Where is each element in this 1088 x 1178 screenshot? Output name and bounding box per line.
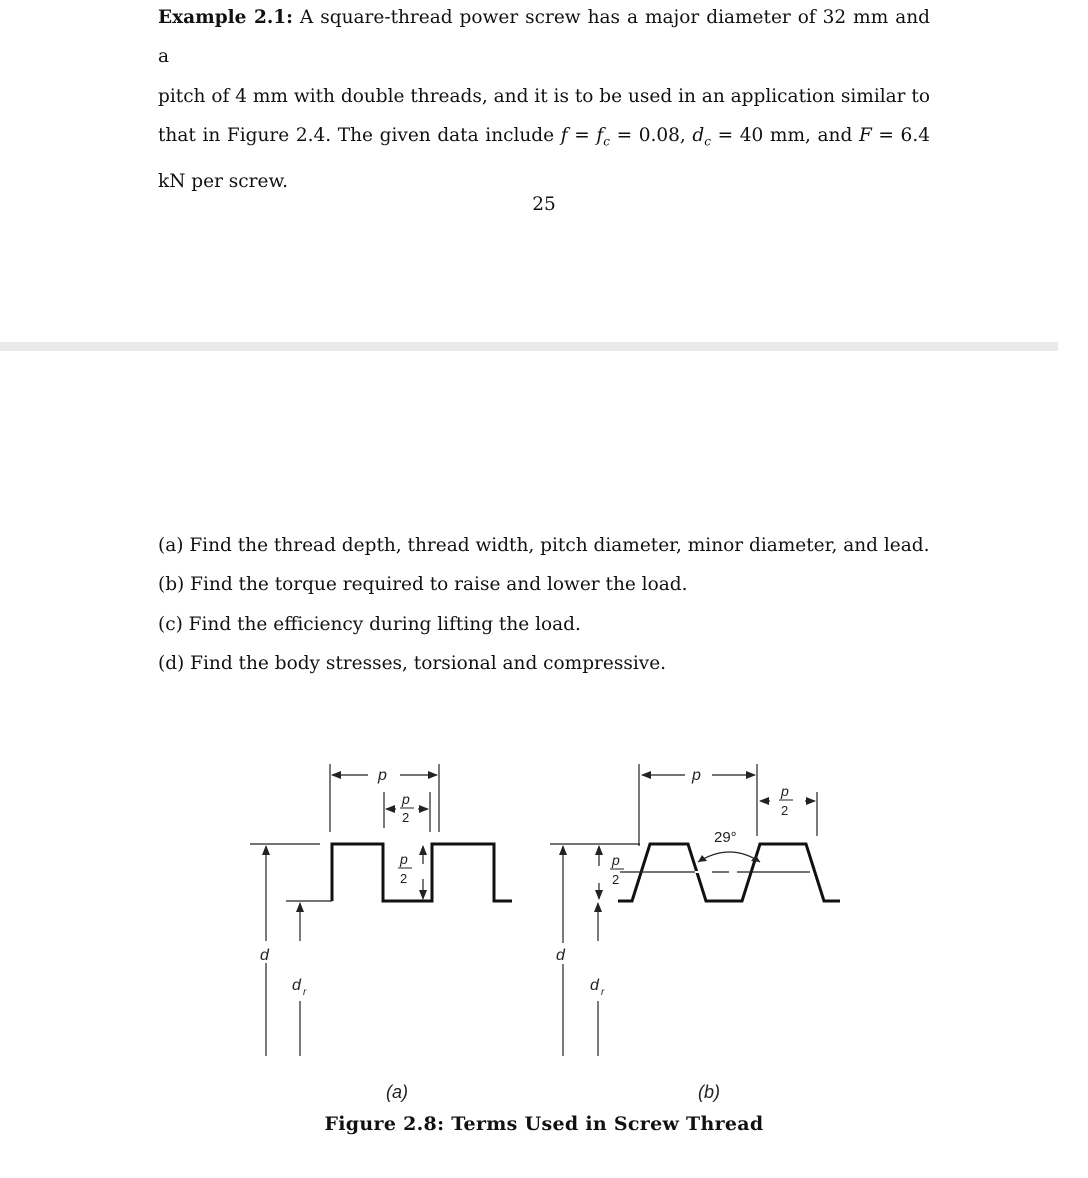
example-line-1: Example 2.1: A square-thread power screw has a major diameter of 32 mm and a	[158, 7, 930, 68]
square-thread-diagram	[250, 764, 512, 1056]
major-diameter-label-b: d	[556, 947, 565, 964]
half-pitch-num-b1: p	[781, 783, 789, 799]
half-pitch-num-a2: p	[400, 851, 408, 867]
svg-text:r: r	[303, 987, 307, 998]
example-line-3: that in Figure 2.4. The given data include $f = f_c = 0.08$, $d_c = 40$ mm, and F = 6.4	[158, 124, 930, 149]
pitch-label-a: p	[378, 767, 387, 784]
figure-caption: Figure 2.8: Terms Used in Screw Thread	[324, 1113, 764, 1135]
page-number: 25	[532, 194, 556, 215]
half-pitch-den-b2: 2	[612, 872, 620, 887]
thread-angle-label: 29°	[714, 829, 737, 846]
half-pitch-den-b1: 2	[781, 803, 789, 818]
example-paragraph	[158, 0, 930, 201]
half-pitch-num-a1: p	[402, 791, 410, 807]
svg-text:r: r	[601, 987, 605, 998]
question-a: (a) Find the thread depth, thread width, pitch diameter, minor diameter, and lead.	[158, 535, 930, 556]
half-pitch-den-a1: 2	[402, 810, 410, 825]
screw-thread-figure	[240, 746, 860, 1102]
half-pitch-num-b2: p	[612, 852, 620, 868]
page-separator	[0, 342, 1058, 351]
question-b: (b) Find the torque required to raise and lower the load.	[158, 574, 688, 596]
major-diameter-label-a: d	[260, 947, 269, 964]
thread-angle-arc	[698, 852, 760, 862]
acme-thread-diagram	[550, 764, 840, 1056]
example-line-4: kN per screw.	[158, 170, 288, 192]
half-pitch-den-a2: 2	[400, 871, 408, 886]
pitch-label-b: p	[692, 767, 701, 784]
root-diameter-label-b: d	[590, 977, 599, 994]
root-diameter-label-a: d	[292, 977, 301, 994]
subfigure-label-b: (b)	[698, 1082, 720, 1102]
square-thread-profile	[332, 844, 512, 901]
page-bottom	[0, 351, 1058, 1178]
example-label: Example 2.1:	[158, 7, 293, 28]
page-top	[0, 0, 1058, 342]
question-list	[158, 526, 958, 683]
question-c: (c) Find the efficiency during lifting the load.	[158, 613, 581, 635]
question-d: (d) Find the body stresses, torsional and compressive.	[158, 652, 667, 674]
subfigure-label-a: (a)	[386, 1082, 408, 1102]
example-line-2: pitch of 4 mm with double threads, and it is to be used in an application similar to	[158, 85, 930, 107]
